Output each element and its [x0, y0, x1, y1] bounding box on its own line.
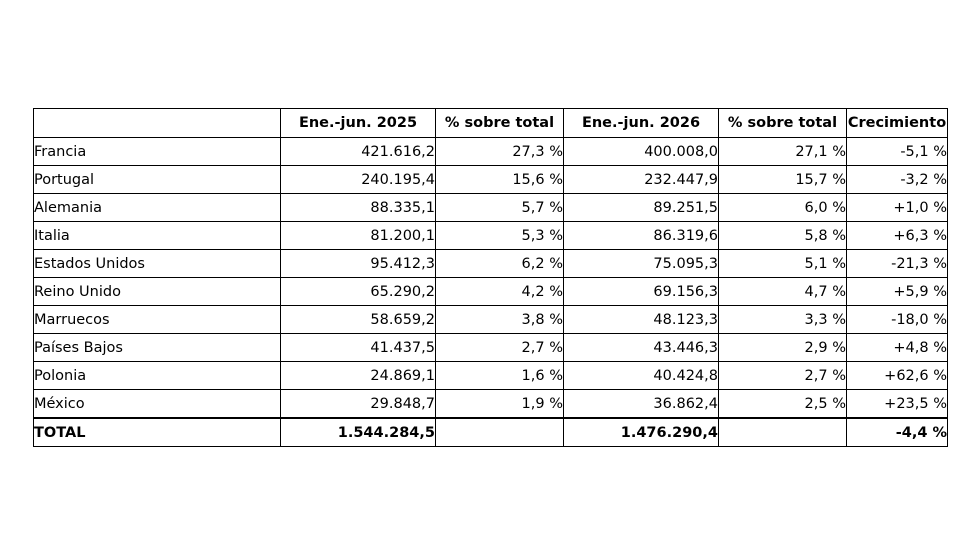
table-header	[34, 109, 948, 138]
total-label: TOTAL	[34, 418, 281, 447]
cell-growth: -18,0 %	[847, 306, 948, 334]
cell-value-2026: 75.095,3	[564, 250, 719, 278]
cell-value-2025: 88.335,1	[281, 194, 436, 222]
cell-share-2026: 2,9 %	[719, 334, 847, 362]
cell-value-2025: 240.195,4	[281, 166, 436, 194]
cell-share-2026: 3,3 %	[719, 306, 847, 334]
total-share-2026	[719, 418, 847, 447]
total-growth: -4,4 %	[847, 418, 948, 447]
cell-share-2025: 27,3 %	[436, 138, 564, 166]
cell-growth: +4,8 %	[847, 334, 948, 362]
cell-value-2025: 65.290,2	[281, 278, 436, 306]
cell-growth: -5,1 %	[847, 138, 948, 166]
cell-country: Estados Unidos	[34, 250, 281, 278]
cell-share-2026: 6,0 %	[719, 194, 847, 222]
cell-share-2025: 15,6 %	[436, 166, 564, 194]
cell-value-2026: 36.862,4	[564, 390, 719, 419]
cell-value-2026: 69.156,3	[564, 278, 719, 306]
cell-share-2026: 15,7 %	[719, 166, 847, 194]
table-body	[34, 138, 948, 419]
table-row	[34, 306, 948, 334]
cell-value-2026: 89.251,5	[564, 194, 719, 222]
cell-country: Francia	[34, 138, 281, 166]
header-period-2025: Ene.-jun. 2025	[281, 109, 436, 138]
total-value-2026: 1.476.290,4	[564, 418, 719, 447]
total-row	[34, 418, 948, 447]
total-value-2025: 1.544.284,5	[281, 418, 436, 447]
cell-share-2025: 1,9 %	[436, 390, 564, 419]
header-growth: Crecimiento	[847, 109, 948, 138]
cell-value-2025: 81.200,1	[281, 222, 436, 250]
cell-value-2025: 421.616,2	[281, 138, 436, 166]
cell-share-2026: 5,1 %	[719, 250, 847, 278]
cell-value-2026: 48.123,3	[564, 306, 719, 334]
cell-share-2025: 2,7 %	[436, 334, 564, 362]
cell-value-2025: 29.848,7	[281, 390, 436, 419]
table-row	[34, 362, 948, 390]
cell-share-2026: 2,5 %	[719, 390, 847, 419]
cell-value-2025: 24.869,1	[281, 362, 436, 390]
cell-growth: +5,9 %	[847, 278, 948, 306]
cell-share-2025: 4,2 %	[436, 278, 564, 306]
table-row	[34, 334, 948, 362]
cell-share-2026: 5,8 %	[719, 222, 847, 250]
cell-share-2025: 1,6 %	[436, 362, 564, 390]
cell-growth: +62,6 %	[847, 362, 948, 390]
table-row	[34, 138, 948, 166]
header-share-2026: % sobre total	[719, 109, 847, 138]
table-row	[34, 278, 948, 306]
header-period-2026: Ene.-jun. 2026	[564, 109, 719, 138]
cell-growth: -3,2 %	[847, 166, 948, 194]
table-row	[34, 250, 948, 278]
cell-value-2026: 86.319,6	[564, 222, 719, 250]
cell-value-2026: 400.008,0	[564, 138, 719, 166]
data-table	[33, 108, 948, 447]
cell-value-2026: 43.446,3	[564, 334, 719, 362]
cell-growth: -21,3 %	[847, 250, 948, 278]
header-country	[34, 109, 281, 138]
cell-share-2025: 3,8 %	[436, 306, 564, 334]
cell-value-2025: 41.437,5	[281, 334, 436, 362]
cell-country: Italia	[34, 222, 281, 250]
cell-growth: +1,0 %	[847, 194, 948, 222]
header-row	[34, 109, 948, 138]
cell-country: Reino Unido	[34, 278, 281, 306]
cell-value-2025: 58.659,2	[281, 306, 436, 334]
table-footer	[34, 418, 948, 447]
cell-country: México	[34, 390, 281, 419]
table-row	[34, 194, 948, 222]
header-share-2025: % sobre total	[436, 109, 564, 138]
cell-country: Países Bajos	[34, 334, 281, 362]
total-share-2025	[436, 418, 564, 447]
cell-country: Marruecos	[34, 306, 281, 334]
cell-share-2025: 5,3 %	[436, 222, 564, 250]
cell-country: Polonia	[34, 362, 281, 390]
cell-value-2026: 40.424,8	[564, 362, 719, 390]
cell-share-2026: 4,7 %	[719, 278, 847, 306]
cell-share-2025: 6,2 %	[436, 250, 564, 278]
cell-share-2025: 5,7 %	[436, 194, 564, 222]
cell-country: Portugal	[34, 166, 281, 194]
cell-share-2026: 27,1 %	[719, 138, 847, 166]
cell-country: Alemania	[34, 194, 281, 222]
cell-value-2025: 95.412,3	[281, 250, 436, 278]
table-row	[34, 222, 948, 250]
table-row	[34, 390, 948, 419]
cell-share-2026: 2,7 %	[719, 362, 847, 390]
cell-growth: +23,5 %	[847, 390, 948, 419]
table-row	[34, 166, 948, 194]
cell-growth: +6,3 %	[847, 222, 948, 250]
cell-value-2026: 232.447,9	[564, 166, 719, 194]
